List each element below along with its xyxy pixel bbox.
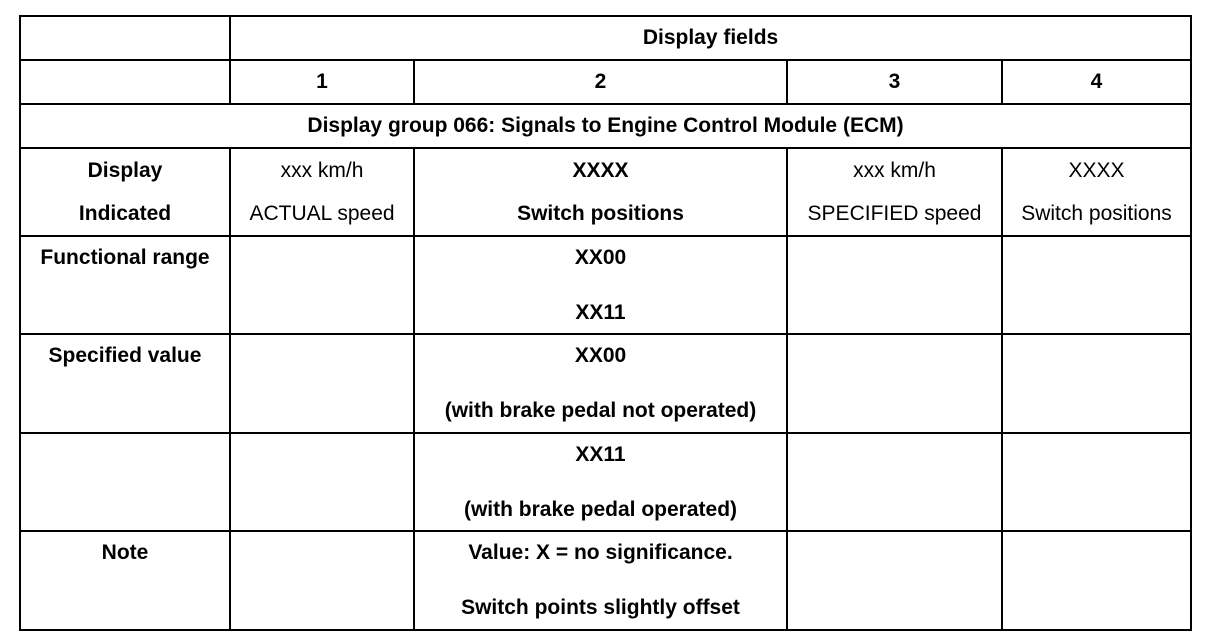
display-fields-header: Display fields bbox=[230, 16, 1191, 60]
indicated-field-1: ACTUAL speed bbox=[230, 192, 414, 236]
functional-range-field-3 bbox=[787, 236, 1002, 334]
display-field-3: xxx km/h bbox=[787, 148, 1002, 192]
note-field-4 bbox=[1002, 531, 1191, 630]
functional-range-row bbox=[20, 236, 1191, 334]
header-row bbox=[20, 16, 1191, 60]
specified-value-2-field-3 bbox=[787, 433, 1002, 531]
specified-value-field-1 bbox=[230, 334, 414, 433]
display-group-table bbox=[19, 15, 1192, 631]
specified-value-label: Specified value bbox=[20, 334, 230, 433]
specified-value-2-label bbox=[20, 433, 230, 531]
indicated-row bbox=[20, 192, 1191, 236]
specified-value-code: XX00 bbox=[574, 344, 627, 367]
functional-range-field-1 bbox=[230, 236, 414, 334]
functional-range-label: Functional range bbox=[20, 236, 230, 334]
field-number-1: 1 bbox=[230, 60, 414, 104]
specified-value-2-code: XX11 bbox=[575, 443, 626, 466]
note-text-2: Switch points slightly offset bbox=[461, 596, 740, 619]
display-label: Display bbox=[20, 148, 230, 192]
specified-value-row-2 bbox=[20, 433, 1191, 531]
display-field-2: XXXX bbox=[414, 148, 787, 192]
field-number-row bbox=[20, 60, 1191, 104]
field-number-empty-cell bbox=[20, 60, 230, 104]
group-title-row bbox=[20, 104, 1191, 148]
display-row bbox=[20, 148, 1191, 192]
indicated-label: Indicated bbox=[20, 192, 230, 236]
note-label: Note bbox=[20, 531, 230, 630]
specified-value-field-2 bbox=[414, 334, 787, 433]
header-empty-cell bbox=[20, 16, 230, 60]
field-number-4: 4 bbox=[1002, 60, 1191, 104]
note-text-1: Value: X = no significance. bbox=[468, 541, 733, 564]
note-field-3 bbox=[787, 531, 1002, 630]
display-field-4: XXXX bbox=[1002, 148, 1191, 192]
functional-range-field-2 bbox=[414, 236, 787, 334]
specified-value-2-condition: (with brake pedal operated) bbox=[463, 498, 738, 521]
functional-range-field-4 bbox=[1002, 236, 1191, 334]
specified-value-field-3 bbox=[787, 334, 1002, 433]
specified-value-2-field-1 bbox=[230, 433, 414, 531]
field-number-2: 2 bbox=[414, 60, 787, 104]
note-field-2 bbox=[414, 531, 787, 630]
indicated-field-2: Switch positions bbox=[414, 192, 787, 236]
field-number-3: 3 bbox=[787, 60, 1002, 104]
note-field-1 bbox=[230, 531, 414, 630]
display-field-1: xxx km/h bbox=[230, 148, 414, 192]
specified-value-field-4 bbox=[1002, 334, 1191, 433]
indicated-field-3: SPECIFIED speed bbox=[787, 192, 1002, 236]
indicated-field-4: Switch positions bbox=[1002, 192, 1191, 236]
functional-range-value-2: XX11 bbox=[575, 301, 626, 324]
specified-value-2-field-2 bbox=[414, 433, 787, 531]
note-row bbox=[20, 531, 1191, 630]
specified-value-2-field-4 bbox=[1002, 433, 1191, 531]
functional-range-value-1: XX00 bbox=[574, 246, 627, 269]
specified-value-condition: (with brake pedal not operated) bbox=[444, 399, 757, 422]
specified-value-row bbox=[20, 334, 1191, 433]
display-group-title: Display group 066: Signals to Engine Control Module (ECM) bbox=[20, 104, 1191, 148]
